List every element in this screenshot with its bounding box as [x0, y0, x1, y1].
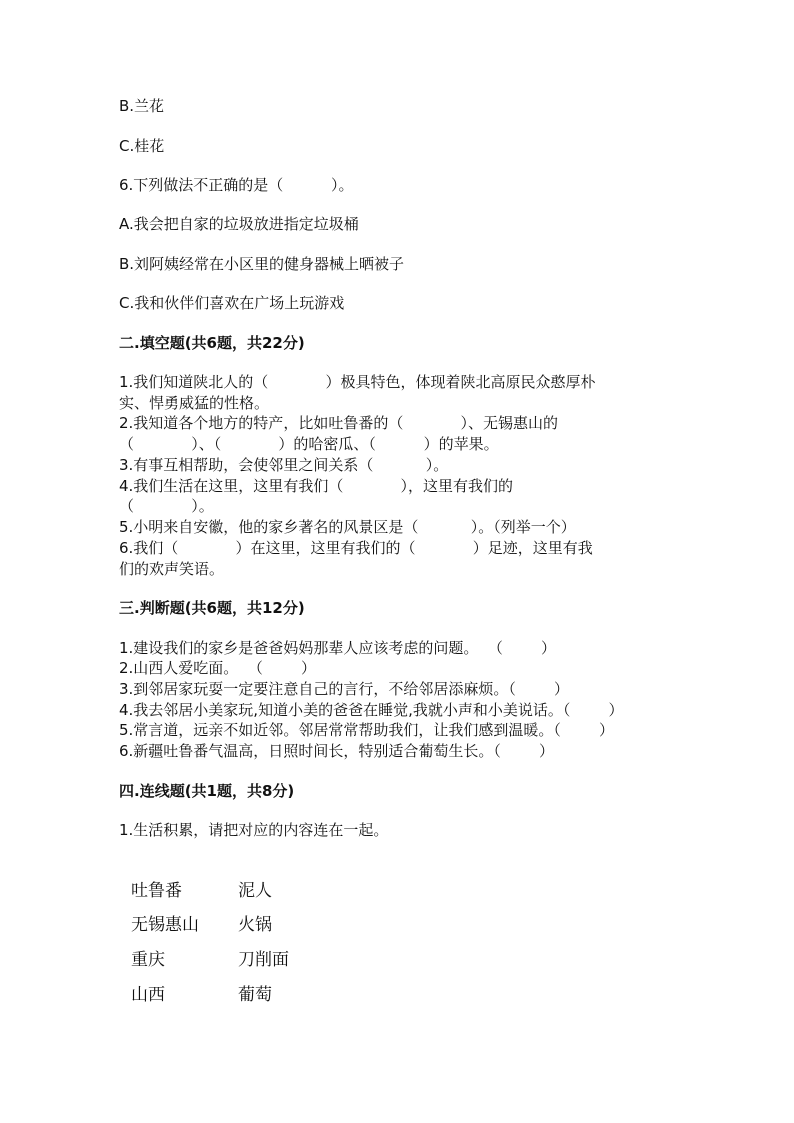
fill-blank-line: 6.我们（ ）在这里，这里有我们的（ ）足迹，这里有我 — [119, 539, 593, 557]
section-heading-matching: 四.连线题(共1题，共8分) — [119, 782, 295, 800]
q6-option-c: C.我和伙伴们喜欢在广场上玩游戏 — [119, 294, 345, 312]
fill-blank-line: （ ）。 — [119, 497, 214, 515]
true-false-line: 4.我去邻居小美家玩,知道小美的爸爸在睡觉,我就小声和小美说话。（ ） — [119, 701, 624, 719]
true-false-line: 2.山西人爱吃面。 （ ） — [119, 659, 316, 677]
match-left-item: 无锡惠山 — [131, 915, 199, 935]
fill-blank-line: 1.我们知道陕北人的（ ）极具特色，体现着陕北高原民众憨厚朴 — [119, 373, 596, 391]
fill-blank-line: 5.小明来自安徽，他的家乡著名的风景区是（ ）。（列举一个） — [119, 518, 576, 536]
match-right-item: 泥人 — [238, 881, 272, 901]
fill-blank-line: 3.有事互相帮助，会使邻里之间关系（ ）。 — [119, 456, 449, 474]
match-right-item: 葡萄 — [238, 985, 272, 1005]
true-false-line: 5.常言道，远亲不如近邻。邻居常常帮助我们，让我们感到温暖。（ ） — [119, 721, 614, 739]
match-right-item: 火锅 — [238, 915, 272, 935]
q6-option-b: B.刘阿姨经常在小区里的健身器械上晒被子 — [119, 255, 405, 273]
fill-blank-line: 实、悍勇威猛的性格。 — [119, 394, 270, 412]
match-right-item: 刀削面 — [238, 950, 289, 970]
match-left-item: 山西 — [131, 985, 165, 1005]
section-heading-fill-blank: 二.填空题(共6题，共22分) — [119, 334, 305, 352]
matching-question: 1.生活积累，请把对应的内容连在一起。 — [119, 821, 389, 839]
true-false-line: 3.到邻居家玩耍一定要注意自己的言行，不给邻居添麻烦。（ ） — [119, 680, 569, 698]
match-left-item: 吐鲁番 — [131, 881, 182, 901]
true-false-line: 6.新疆吐鲁番气温高，日照时间长，特别适合葡萄生长。（ ） — [119, 742, 554, 760]
fill-blank-line: 们的欢声笑语。 — [119, 560, 225, 578]
match-left-item: 重庆 — [131, 950, 165, 970]
q6-stem: 6.下列做法不正确的是（ ）。 — [119, 176, 354, 194]
fill-blank-line: （ ）、（ ）的哈密瓜、（ ）的苹果。 — [119, 435, 499, 453]
true-false-line: 1.建设我们的家乡是爸爸妈妈那辈人应该考虑的问题。 （ ） — [119, 639, 556, 657]
fill-blank-line: 2.我知道各个地方的特产，比如吐鲁番的（ ）、无锡惠山的 — [119, 414, 559, 432]
section-heading-true-false: 三.判断题(共6题，共12分) — [119, 599, 305, 617]
fill-blank-line: 4.我们生活在这里，这里有我们（ ），这里有我们的 — [119, 477, 514, 495]
q6-option-a: A.我会把自家的垃圾放进指定垃圾桶 — [119, 215, 359, 233]
q5-option-b: B.兰花 — [119, 97, 165, 115]
q5-option-c: C.桂花 — [119, 137, 165, 155]
